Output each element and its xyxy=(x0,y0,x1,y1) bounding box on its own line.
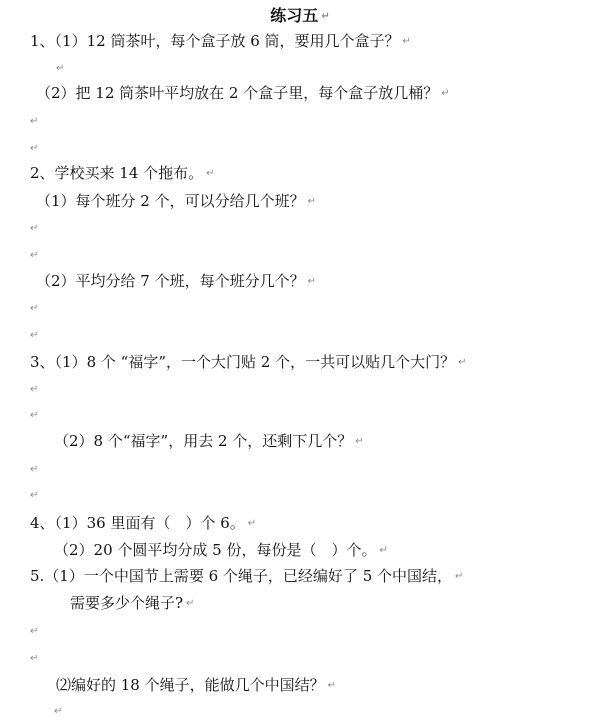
paragraph-mark-icon: ↵ xyxy=(458,357,467,368)
paragraph-mark-icon: ↵ xyxy=(355,436,364,447)
paragraph-mark-icon: ↵ xyxy=(307,276,317,287)
paragraph-mark-icon: ↵ xyxy=(379,545,388,556)
question-4-part-2: （2）20 个圆平均分成 5 份，每份是（ ）个。 ↵ xyxy=(54,541,388,559)
empty-paragraph-mark-icon: ↵ xyxy=(30,384,39,395)
empty-paragraph-mark-icon: ↵ xyxy=(30,330,39,341)
question-1-part-1: 1、（1）12 筒茶叶，每个盒子放 6 筒，要用几个盒子？ ↵ xyxy=(30,32,411,50)
empty-paragraph-mark-icon: ↵ xyxy=(30,464,39,475)
empty-paragraph-mark-icon: ↵ xyxy=(30,490,39,501)
question-4-part-1: 4、（1）36 里面有（ ）个 6。 ↵ xyxy=(30,514,257,532)
empty-paragraph-mark-icon: ↵ xyxy=(54,706,63,717)
empty-paragraph-mark-icon: ↵ xyxy=(30,143,39,154)
empty-paragraph-mark-icon: ↵ xyxy=(30,250,39,261)
paragraph-mark-icon: ↵ xyxy=(321,11,330,22)
empty-paragraph-mark-icon: ↵ xyxy=(30,626,39,637)
empty-paragraph-mark-icon: ↵ xyxy=(30,303,39,314)
page-title: 练习五 ↵ xyxy=(270,6,330,25)
question-2-part-1: （1）每个班分 2 个，可以分给几个班？ ↵ xyxy=(36,192,317,210)
paragraph-mark-icon: ↵ xyxy=(327,680,337,691)
question-5-part-2: ⑵编好的 18 个绳子，能做几个中国结？ ↵ xyxy=(56,676,337,694)
paragraph-mark-icon: ↵ xyxy=(186,598,195,609)
question-5-part-1-line-2: 需要多少个绳子? ↵ xyxy=(70,594,195,612)
question-3-part-2: （2）8 个“福字”，用去 2 个，还剩下几个？ ↵ xyxy=(54,432,364,450)
empty-paragraph-mark-icon: ↵ xyxy=(30,223,39,234)
question-2-part-2: （2）平均分给 7 个班，每个班分几个？ ↵ xyxy=(36,272,317,290)
question-5-part-1-line-1: 5.（1）一个中国节上需要 6 个绳子，已经编好了 5 个中国结， ↵ xyxy=(30,567,464,585)
paragraph-mark-icon: ↵ xyxy=(441,88,450,99)
question-3-part-1: 3、（1）8 个 “福字”，一个大门贴 2 个，一共可以贴几个大门？ ↵ xyxy=(30,353,467,371)
paragraph-mark-icon: ↵ xyxy=(247,518,257,529)
paragraph-mark-icon: ↵ xyxy=(307,196,317,207)
paragraph-mark-icon: ↵ xyxy=(402,36,411,47)
empty-paragraph-mark-icon: ↵ xyxy=(56,63,65,74)
empty-paragraph-mark-icon: ↵ xyxy=(30,653,39,664)
question-1-part-2: （2）把 12 筒茶叶平均放在 2 个盒子里，每个盒子放几桶？ ↵ xyxy=(36,84,450,102)
empty-paragraph-mark-icon: ↵ xyxy=(30,116,39,127)
paragraph-mark-icon: ↵ xyxy=(455,571,464,582)
paragraph-mark-icon: ↵ xyxy=(206,168,215,179)
question-2-stem: 2、学校买来 14 个拖布。 ↵ xyxy=(30,164,215,182)
empty-paragraph-mark-icon: ↵ xyxy=(30,410,39,421)
